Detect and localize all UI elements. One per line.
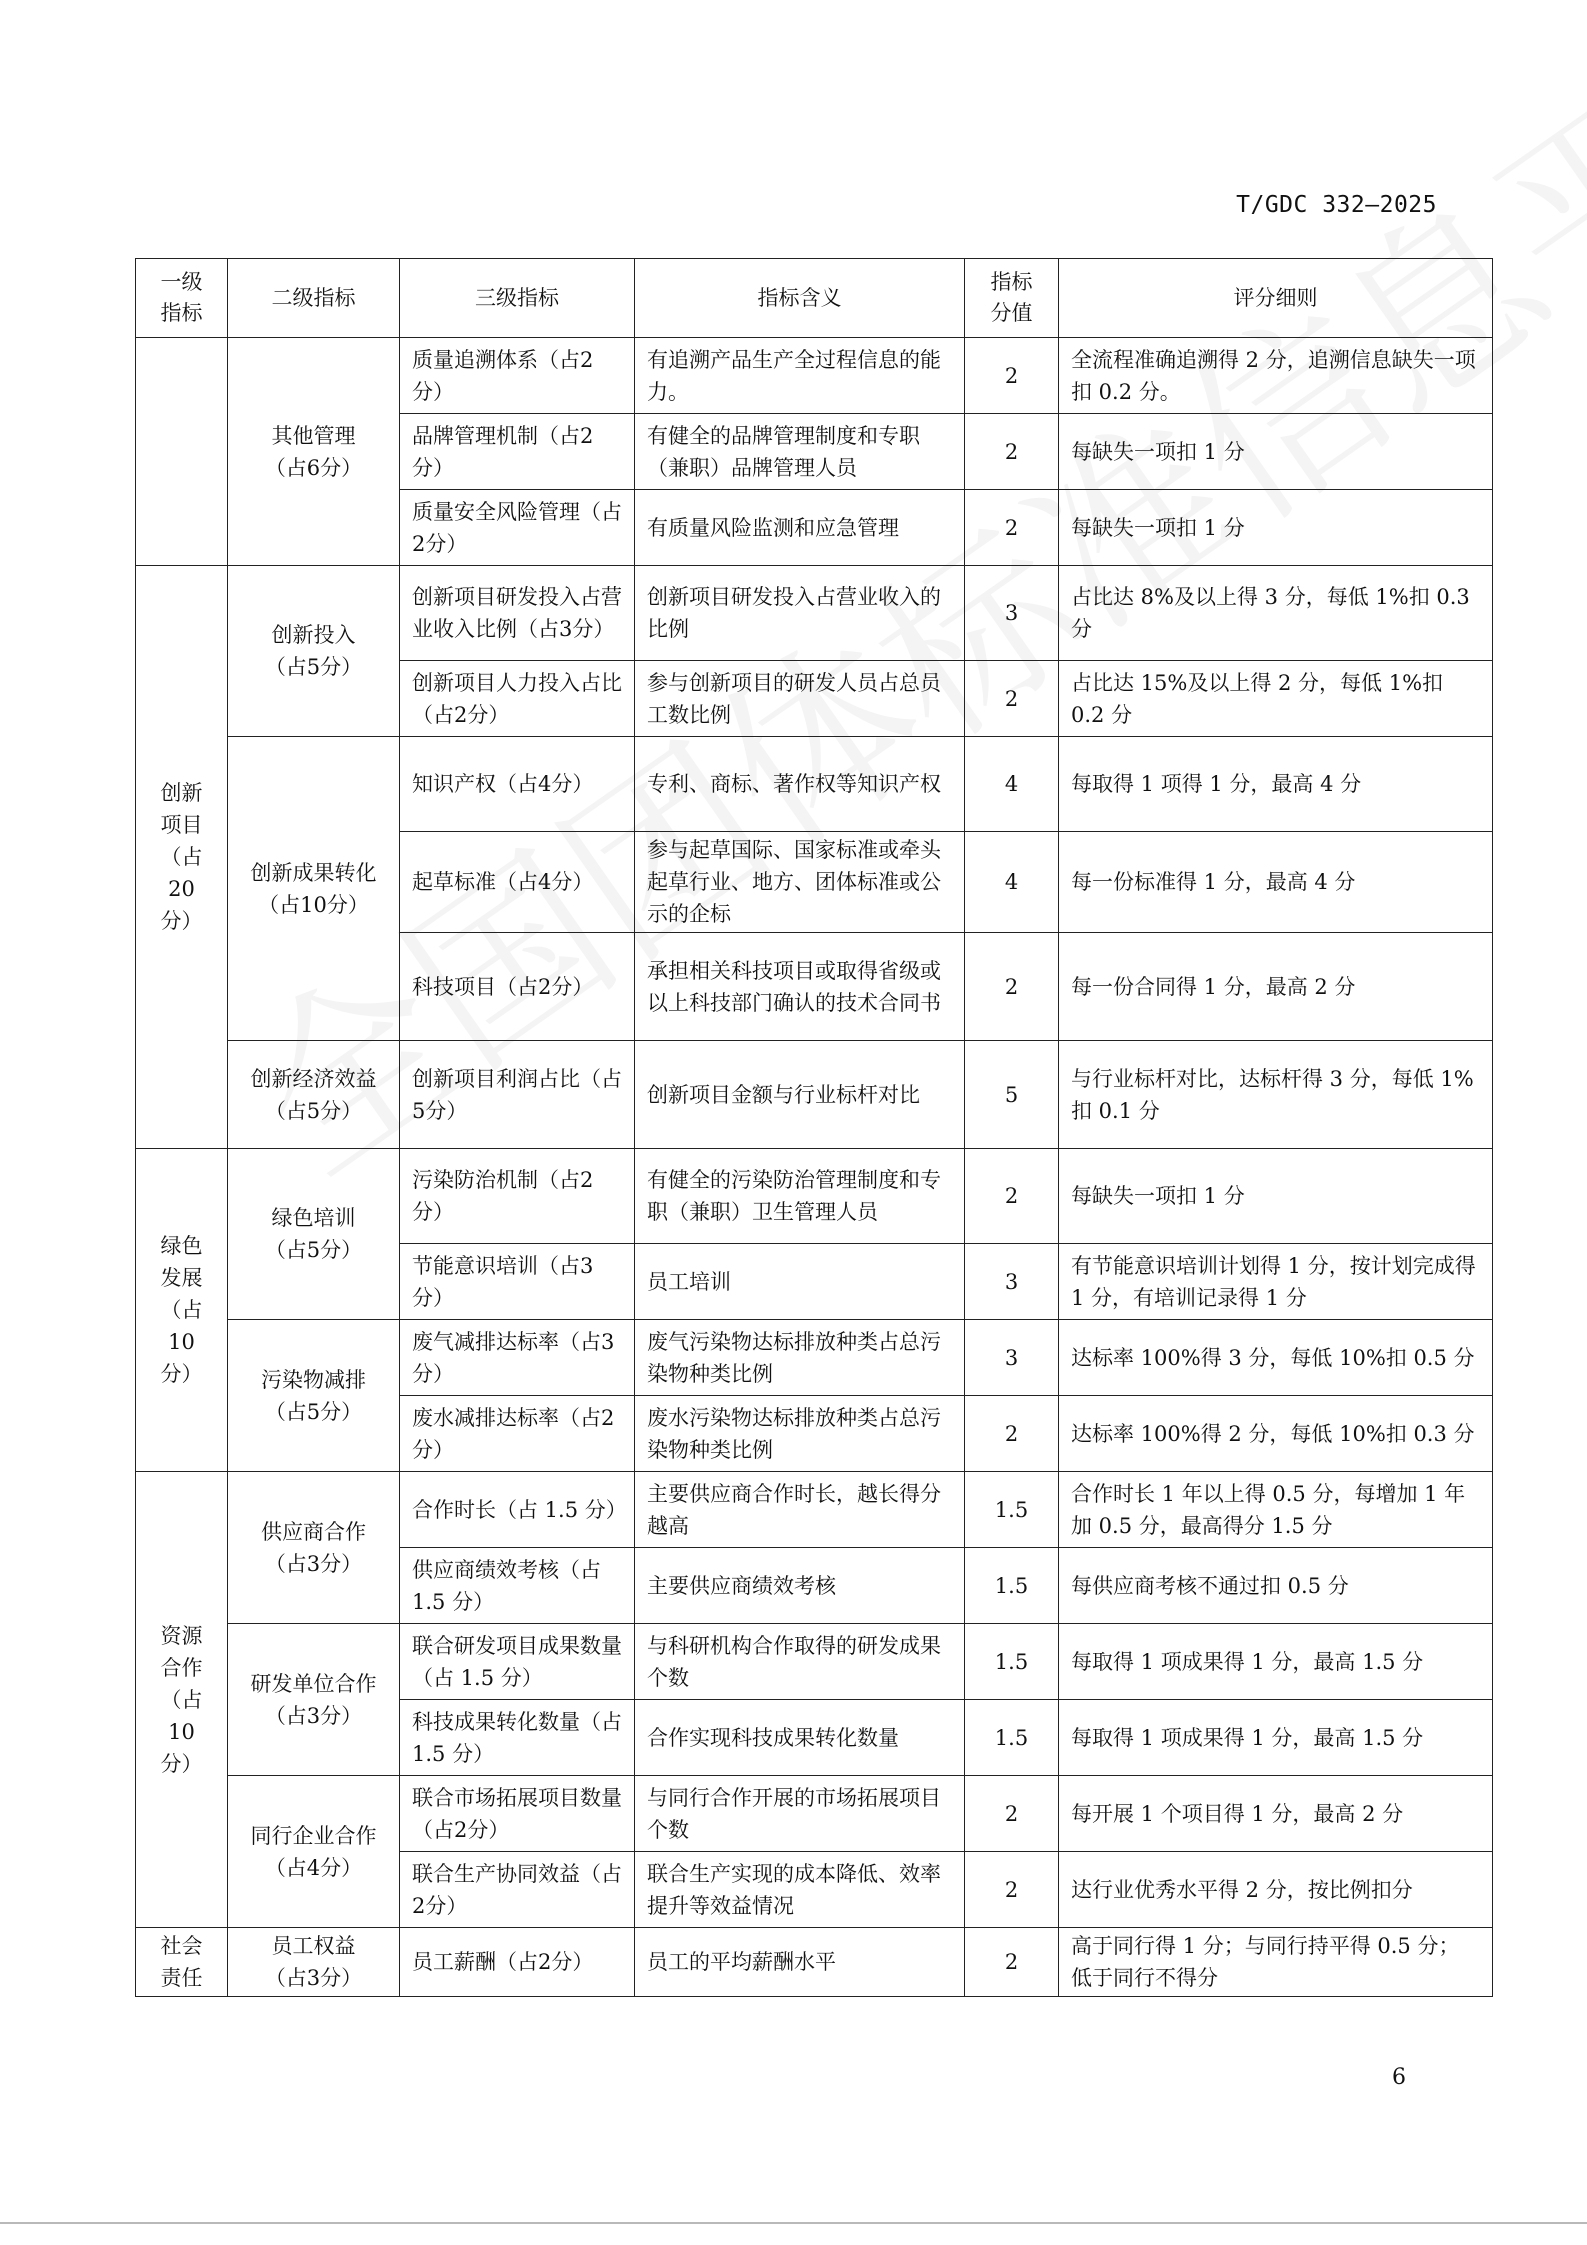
cell-index-meaning: 有质量风险监测和应急管理: [635, 490, 965, 566]
table-row: [136, 1041, 1493, 1149]
cell-level3-index: 创新项目利润占比（占5分）: [400, 1041, 635, 1149]
cell-index-meaning: 有健全的污染防治管理制度和专职（兼职）卫生管理人员: [635, 1149, 965, 1244]
cell-index-meaning: 承担相关科技项目或取得省级或以上科技部门确认的技术合同书: [635, 933, 965, 1041]
cell-scoring-rule: 每缺失一项扣 1 分: [1059, 490, 1493, 566]
cell-level2-index: 创新成果转化（占10分）: [228, 737, 400, 1041]
table-row: [136, 1149, 1493, 1244]
cell-scoring-rule: 达行业优秀水平得 2 分，按比例扣分: [1059, 1852, 1493, 1928]
cell-scoring-rule: 每供应商考核不通过扣 0.5 分: [1059, 1548, 1493, 1624]
cell-index-meaning: 有追溯产品生产全过程信息的能力。: [635, 338, 965, 414]
cell-index-score: 2: [965, 1852, 1059, 1928]
cell-index-score: 3: [965, 1320, 1059, 1396]
cell-index-score: 2: [965, 1928, 1059, 1997]
cell-index-score: 1.5: [965, 1472, 1059, 1548]
cell-scoring-rule: 高于同行得 1 分；与同行持平得 0.5 分；低于同行不得分: [1059, 1928, 1493, 1997]
cell-level3-index: 创新项目人力投入占比（占2分）: [400, 661, 635, 737]
cell-index-meaning: 参与起草国际、国家标准或牵头起草行业、地方、团体标准或公示的企标: [635, 832, 965, 933]
cell-index-meaning: 废气污染物达标排放种类占总污染物种类比例: [635, 1320, 965, 1396]
cell-level3-index: 质量安全风险管理（占2分）: [400, 490, 635, 566]
cell-index-score: 2: [965, 933, 1059, 1041]
cell-index-meaning: 联合生产实现的成本降低、效率提升等效益情况: [635, 1852, 965, 1928]
cell-scoring-rule: 合作时长 1 年以上得 0.5 分，每增加 1 年加 0.5 分，最高得分 1.5 分: [1059, 1472, 1493, 1548]
cell-scoring-rule: 每缺失一项扣 1 分: [1059, 1149, 1493, 1244]
cell-level3-index: 节能意识培训（占3分）: [400, 1244, 635, 1320]
table-header-row: [136, 259, 1493, 338]
cell-level3-index: 联合市场拓展项目数量（占2分）: [400, 1776, 635, 1852]
cell-scoring-rule: 每取得 1 项成果得 1 分，最高 1.5 分: [1059, 1700, 1493, 1776]
cell-level3-index: 污染防治机制（占2分）: [400, 1149, 635, 1244]
cell-level3-index: 废水减排达标率（占2分）: [400, 1396, 635, 1472]
cell-level1-index: 创新 项目 （占 20 分）: [136, 566, 228, 1149]
cell-level2-index: 研发单位合作（占3分）: [228, 1624, 400, 1776]
table-row: [136, 1776, 1493, 1852]
header-score: 指标 分值: [965, 259, 1059, 338]
table-row: [136, 566, 1493, 661]
cell-index-score: 1.5: [965, 1624, 1059, 1700]
cell-scoring-rule: 达标率 100%得 2 分，每低 10%扣 0.3 分: [1059, 1396, 1493, 1472]
cell-index-meaning: 主要供应商绩效考核: [635, 1548, 965, 1624]
evaluation-index-table: [135, 258, 1493, 1997]
table-row: [136, 737, 1493, 832]
cell-scoring-rule: 有节能意识培训计划得 1 分，按计划完成得 1 分，有培训记录得 1 分: [1059, 1244, 1493, 1320]
cell-scoring-rule: 全流程准确追溯得 2 分，追溯信息缺失一项扣 0.2 分。: [1059, 338, 1493, 414]
table-row: [136, 1320, 1493, 1396]
cell-index-score: 5: [965, 1041, 1059, 1149]
cell-index-score: 3: [965, 566, 1059, 661]
table-row: [136, 1624, 1493, 1700]
cell-level2-index: 创新经济效益（占5分）: [228, 1041, 400, 1149]
cell-scoring-rule: 每取得 1 项得 1 分，最高 4 分: [1059, 737, 1493, 832]
cell-level3-index: 科技成果转化数量（占 1.5 分）: [400, 1700, 635, 1776]
cell-index-meaning: 创新项目金额与行业标杆对比: [635, 1041, 965, 1149]
table-body: [136, 338, 1493, 1997]
cell-scoring-rule: 占比达 8%及以上得 3 分，每低 1%扣 0.3 分: [1059, 566, 1493, 661]
cell-level1-index: [136, 338, 228, 566]
cell-index-score: 1.5: [965, 1548, 1059, 1624]
cell-level3-index: 联合生产协同效益（占2分）: [400, 1852, 635, 1928]
cell-index-meaning: 创新项目研发投入占营业收入的比例: [635, 566, 965, 661]
cell-level2-index: 同行企业合作（占4分）: [228, 1776, 400, 1928]
cell-index-score: 4: [965, 737, 1059, 832]
cell-index-score: 2: [965, 338, 1059, 414]
cell-level2-index: 污染物减排 （占5分）: [228, 1320, 400, 1472]
cell-index-score: 2: [965, 1776, 1059, 1852]
cell-level2-index: 员工权益 （占3分）: [228, 1928, 400, 1997]
table-row: [136, 1472, 1493, 1548]
cell-index-meaning: 专利、商标、著作权等知识产权: [635, 737, 965, 832]
cell-level3-index: 联合研发项目成果数量（占 1.5 分）: [400, 1624, 635, 1700]
cell-index-score: 4: [965, 832, 1059, 933]
cell-level3-index: 质量追溯体系（占2分）: [400, 338, 635, 414]
cell-level3-index: 合作时长（占 1.5 分）: [400, 1472, 635, 1548]
cell-index-meaning: 参与创新项目的研发人员占总员工数比例: [635, 661, 965, 737]
cell-level3-index: 供应商绩效考核（占 1.5 分）: [400, 1548, 635, 1624]
cell-level3-index: 废气减排达标率（占3分）: [400, 1320, 635, 1396]
cell-index-meaning: 与科研机构合作取得的研发成果个数: [635, 1624, 965, 1700]
cell-level2-index: 供应商合作 （占3分）: [228, 1472, 400, 1624]
cell-index-score: 2: [965, 414, 1059, 490]
cell-scoring-rule: 与行业标杆对比，达标杆得 3 分，每低 1%扣 0.1 分: [1059, 1041, 1493, 1149]
cell-index-meaning: 员工的平均薪酬水平: [635, 1928, 965, 1997]
cell-scoring-rule: 每缺失一项扣 1 分: [1059, 414, 1493, 490]
cell-scoring-rule: 达标率 100%得 3 分，每低 10%扣 0.5 分: [1059, 1320, 1493, 1396]
cell-index-score: 2: [965, 661, 1059, 737]
page-number: 6: [1392, 2065, 1406, 2090]
header-level1: 一级 指标: [136, 259, 228, 338]
cell-index-meaning: 员工培训: [635, 1244, 965, 1320]
cell-level3-index: 科技项目（占2分）: [400, 933, 635, 1041]
table-row: [136, 1928, 1493, 1997]
cell-index-score: 2: [965, 490, 1059, 566]
bottom-divider: [0, 2222, 1587, 2224]
document-code: T/GDC 332—2025: [1236, 192, 1437, 218]
cell-scoring-rule: 每取得 1 项成果得 1 分，最高 1.5 分: [1059, 1624, 1493, 1700]
cell-index-meaning: 与同行合作开展的市场拓展项目个数: [635, 1776, 965, 1852]
cell-index-meaning: 合作实现科技成果转化数量: [635, 1700, 965, 1776]
cell-scoring-rule: 每开展 1 个项目得 1 分，最高 2 分: [1059, 1776, 1493, 1852]
cell-level1-index: 资源 合作 （占 10 分）: [136, 1472, 228, 1928]
cell-level2-index: 创新投入 （占5分）: [228, 566, 400, 737]
table-row: [136, 338, 1493, 414]
header-level3: 三级指标: [400, 259, 635, 338]
cell-level3-index: 品牌管理机制（占2分）: [400, 414, 635, 490]
cell-index-score: 2: [965, 1149, 1059, 1244]
cell-index-meaning: 主要供应商合作时长，越长得分越高: [635, 1472, 965, 1548]
header-rules: 评分细则: [1059, 259, 1493, 338]
cell-level3-index: 知识产权（占4分）: [400, 737, 635, 832]
header-level2: 二级指标: [228, 259, 400, 338]
cell-scoring-rule: 每一份标准得 1 分，最高 4 分: [1059, 832, 1493, 933]
cell-level1-index: 社会 责任: [136, 1928, 228, 1997]
cell-index-meaning: 废水污染物达标排放种类占总污染物种类比例: [635, 1396, 965, 1472]
cell-index-score: 2: [965, 1396, 1059, 1472]
cell-level3-index: 起草标准（占4分）: [400, 832, 635, 933]
cell-index-meaning: 有健全的品牌管理制度和专职（兼职）品牌管理人员: [635, 414, 965, 490]
cell-level2-index: 绿色培训 （占5分）: [228, 1149, 400, 1320]
cell-level1-index: 绿色 发展 （占 10 分）: [136, 1149, 228, 1472]
cell-index-score: 1.5: [965, 1700, 1059, 1776]
cell-level3-index: 员工薪酬（占2分）: [400, 1928, 635, 1997]
cell-index-score: 3: [965, 1244, 1059, 1320]
cell-scoring-rule: 每一份合同得 1 分，最高 2 分: [1059, 933, 1493, 1041]
header-meaning: 指标含义: [635, 259, 965, 338]
cell-level2-index: 其他管理 （占6分）: [228, 338, 400, 566]
cell-scoring-rule: 占比达 15%及以上得 2 分，每低 1%扣 0.2 分: [1059, 661, 1493, 737]
cell-level3-index: 创新项目研发投入占营业收入比例（占3分）: [400, 566, 635, 661]
